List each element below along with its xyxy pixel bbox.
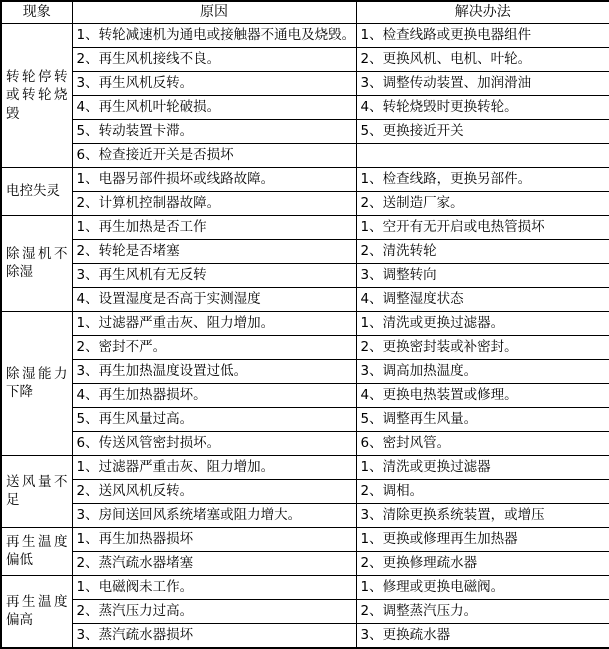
solution-cell: 1、修理或更换电磁阀。 xyxy=(356,575,609,599)
col-header-phenomenon: 现象 xyxy=(1,1,72,23)
cause-cell: 2、再生风机接线不良。 xyxy=(72,47,356,71)
phenomenon-cell: 再生温度偏高 xyxy=(1,575,72,648)
phenomenon-cell: 送风量不足 xyxy=(1,455,72,527)
solution-cell: 1、清洗或更换过滤器。 xyxy=(356,311,609,335)
solution-cell: 1、检查线路，更换另部件。 xyxy=(356,167,609,191)
solution-cell: 4、调整湿度状态 xyxy=(356,287,609,311)
table-row xyxy=(1,551,609,575)
cause-cell: 1、电器另部件损坏或线路故障。 xyxy=(72,167,356,191)
solution-cell: 2、送制造厂家。 xyxy=(356,191,609,215)
table-row xyxy=(1,47,609,71)
solution-cell: 6、密封风管。 xyxy=(356,431,609,455)
col-header-cause: 原因 xyxy=(72,1,356,23)
solution-cell xyxy=(356,143,609,167)
table-row xyxy=(1,263,609,287)
table-row xyxy=(1,623,609,648)
table-row xyxy=(1,359,609,383)
cause-cell: 1、转轮减速机为通电或接触器不通电及烧毁。 xyxy=(72,23,356,47)
table-row xyxy=(1,191,609,215)
table-row xyxy=(1,575,609,599)
cause-cell: 1、电磁阀未工作。 xyxy=(72,575,356,599)
solution-cell: 1、检查线路或更换电器组件 xyxy=(356,23,609,47)
solution-cell: 3、调整传动装置、加润滑油 xyxy=(356,71,609,95)
cause-cell: 3、房间送回风系统堵塞或阻力增大。 xyxy=(72,503,356,527)
table-row xyxy=(1,527,609,551)
table-row xyxy=(1,215,609,239)
phenomenon-cell: 再生温度偏低 xyxy=(1,527,72,575)
header-row xyxy=(1,1,609,23)
table-row xyxy=(1,479,609,503)
cause-cell: 6、传送风管密封损坏。 xyxy=(72,431,356,455)
cause-cell: 1、过滤器严重击灰、阻力增加。 xyxy=(72,455,356,479)
cause-cell: 4、再生风机叶轮破损。 xyxy=(72,95,356,119)
cause-cell: 1、过滤器严重击灰、阻力增加。 xyxy=(72,311,356,335)
solution-cell: 1、更换或修理再生加热器 xyxy=(356,527,609,551)
table-row xyxy=(1,407,609,431)
phenomenon-cell: 转轮停转或转轮烧毁 xyxy=(1,23,72,167)
table-row xyxy=(1,311,609,335)
cause-cell: 3、再生风机反转。 xyxy=(72,71,356,95)
solution-cell: 2、更换修理疏水器 xyxy=(356,551,609,575)
cause-cell: 3、再生风机有无反转 xyxy=(72,263,356,287)
cause-cell: 2、蒸汽疏水器堵塞 xyxy=(72,551,356,575)
solution-cell: 4、转轮烧毁时更换转轮。 xyxy=(356,95,609,119)
phenomenon-cell: 电控失灵 xyxy=(1,167,72,215)
solution-cell: 5、调整再生风量。 xyxy=(356,407,609,431)
cause-cell: 2、蒸汽压力过高。 xyxy=(72,599,356,623)
table-row xyxy=(1,23,609,47)
table-row xyxy=(1,119,609,143)
table-row xyxy=(1,287,609,311)
table-body xyxy=(1,23,609,648)
cause-cell: 5、转动装置卡滞。 xyxy=(72,119,356,143)
solution-cell: 2、清洗转轮 xyxy=(356,239,609,263)
table-row xyxy=(1,335,609,359)
phenomenon-cell: 除湿能力下降 xyxy=(1,311,72,455)
solution-cell: 2、调整蒸汽压力。 xyxy=(356,599,609,623)
solution-cell: 5、更换接近开关 xyxy=(356,119,609,143)
cause-cell: 2、密封不严。 xyxy=(72,335,356,359)
cause-cell: 1、再生加热是否工作 xyxy=(72,215,356,239)
cause-cell: 1、再生加热器损坏 xyxy=(72,527,356,551)
solution-cell: 2、更换风机、电机、叶轮。 xyxy=(356,47,609,71)
solution-cell: 4、更换电热装置或修理。 xyxy=(356,383,609,407)
solution-cell: 3、清除更换系统装置，或增压 xyxy=(356,503,609,527)
table-row xyxy=(1,167,609,191)
table-row xyxy=(1,143,609,167)
table-row xyxy=(1,431,609,455)
table-row xyxy=(1,383,609,407)
solution-cell: 3、调整转向 xyxy=(356,263,609,287)
cause-cell: 6、检查接近开关是否损坏 xyxy=(72,143,356,167)
solution-cell: 1、空开有无开启或电热管损坏 xyxy=(356,215,609,239)
solution-cell: 2、更换密封装或补密封。 xyxy=(356,335,609,359)
solution-cell: 3、调高加热温度。 xyxy=(356,359,609,383)
cause-cell: 2、转轮是否堵塞 xyxy=(72,239,356,263)
table-row xyxy=(1,239,609,263)
cause-cell: 5、再生风量过高。 xyxy=(72,407,356,431)
cause-cell: 2、计算机控制器故障。 xyxy=(72,191,356,215)
cause-cell: 4、设置湿度是否高于实测湿度 xyxy=(72,287,356,311)
col-header-solution: 解决办法 xyxy=(356,1,609,23)
solution-cell: 2、调相。 xyxy=(356,479,609,503)
cause-cell: 3、再生加热温度设置过低。 xyxy=(72,359,356,383)
solution-cell: 3、更换疏水器 xyxy=(356,623,609,648)
cause-cell: 4、再生加热器损坏。 xyxy=(72,383,356,407)
cause-cell: 3、蒸汽疏水器损坏 xyxy=(72,623,356,648)
phenomenon-cell: 除湿机不除湿 xyxy=(1,215,72,311)
table-row xyxy=(1,455,609,479)
cause-cell: 2、送风风机反转。 xyxy=(72,479,356,503)
solution-cell: 1、清洗或更换过滤器 xyxy=(356,455,609,479)
table-row xyxy=(1,95,609,119)
table-row xyxy=(1,599,609,623)
table-row xyxy=(1,71,609,95)
table-row xyxy=(1,503,609,527)
